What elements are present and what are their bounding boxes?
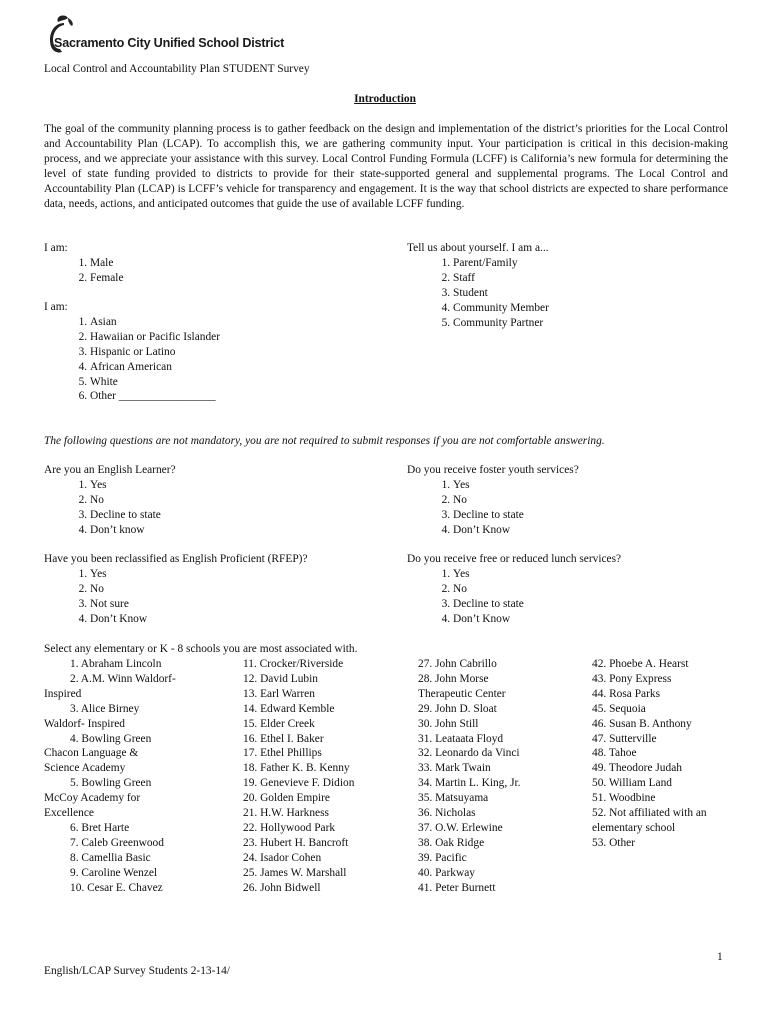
school-item[interactable]: 28. John Morse bbox=[418, 672, 489, 685]
school-item-continued: Science Academy bbox=[44, 762, 126, 775]
schools-column-4 bbox=[592, 657, 742, 851]
school-item-continued: McCoy Academy for bbox=[44, 792, 141, 805]
school-item[interactable]: 34. Martin L. King, Jr. bbox=[418, 777, 521, 790]
school-item[interactable]: 8. Camellia Basic bbox=[70, 851, 151, 864]
reclassified-question bbox=[44, 552, 394, 627]
reclassified-options bbox=[44, 567, 394, 627]
school-item[interactable]: 25. James W. Marshall bbox=[243, 866, 347, 879]
school-item[interactable]: 15. Elder Creek bbox=[243, 717, 315, 730]
school-item[interactable]: 47. Sutterville bbox=[592, 732, 657, 745]
reclassified-option[interactable]: 4. Don’t Know bbox=[90, 612, 394, 627]
school-item-continued: elementary school bbox=[592, 821, 676, 834]
gender-options bbox=[44, 256, 364, 286]
school-item[interactable]: 35. Matsuyama bbox=[418, 792, 489, 805]
school-item[interactable]: 49. Theodore Judah bbox=[592, 762, 682, 775]
english-learner-option[interactable]: 4. Don’t know bbox=[90, 523, 384, 538]
school-item[interactable]: 14. Edward Kemble bbox=[243, 702, 335, 715]
school-item[interactable]: 29. John D. Sloat bbox=[418, 702, 497, 715]
schools-column-3 bbox=[418, 657, 578, 896]
school-item[interactable]: 10. Cesar E. Chavez bbox=[70, 881, 163, 894]
schools-label: Select any elementary or K - 8 schools you are most associated with. bbox=[44, 643, 358, 655]
ethnicity-option[interactable]: 2. Hawaiian or Pacific Islander bbox=[90, 330, 364, 345]
school-item[interactable]: 32. Leonardo da Vinci bbox=[418, 747, 520, 760]
school-item-continued: Therapeutic Center bbox=[418, 687, 506, 700]
role-options bbox=[407, 256, 727, 331]
gender-label: I am: bbox=[44, 242, 68, 254]
role-question bbox=[407, 241, 727, 330]
lunch-option[interactable]: 4. Don’t Know bbox=[453, 612, 727, 627]
english-learner-label: Are you an English Learner? bbox=[44, 464, 176, 476]
school-item[interactable]: 37. O.W. Erlewine bbox=[418, 821, 503, 834]
english-learner-option[interactable]: 1. Yes bbox=[90, 478, 384, 493]
school-item[interactable]: 20. Golden Empire bbox=[243, 792, 330, 805]
gender-question bbox=[44, 241, 364, 286]
school-item[interactable]: 19. Genevieve F. Didion bbox=[243, 777, 355, 790]
english-learner-option[interactable]: 3. Decline to state bbox=[90, 508, 384, 523]
survey-title: Local Control and Accountability Plan STUDENT Survey bbox=[44, 63, 310, 75]
ethnicity-label: I am: bbox=[44, 301, 68, 313]
gender-option[interactable]: 2. Female bbox=[90, 271, 364, 286]
role-option[interactable]: 5. Community Partner bbox=[453, 316, 727, 331]
lunch-option[interactable]: 1. Yes bbox=[453, 567, 727, 582]
school-item[interactable]: 41. Peter Burnett bbox=[418, 881, 496, 894]
gender-option[interactable]: 1. Male bbox=[90, 256, 364, 271]
reclassified-label: Have you been reclassified as English Proficient (RFEP)? bbox=[44, 553, 308, 565]
school-item[interactable]: 46. Susan B. Anthony bbox=[592, 717, 692, 730]
role-option[interactable]: 4. Community Member bbox=[453, 301, 727, 316]
school-item[interactable]: 26. John Bidwell bbox=[243, 881, 321, 894]
school-item[interactable]: 9. Caroline Wenzel bbox=[70, 866, 158, 879]
school-item[interactable]: 43. Pony Express bbox=[592, 672, 672, 685]
school-item[interactable]: 33. Mark Twain bbox=[418, 762, 491, 775]
school-item[interactable]: 12. David Lubin bbox=[243, 672, 318, 685]
school-item-continued: Inspired bbox=[44, 687, 82, 700]
reclassified-option[interactable]: 3. Not sure bbox=[90, 597, 394, 612]
school-item[interactable]: 3. Alice Birney bbox=[70, 702, 140, 715]
school-item-continued: Excellence bbox=[44, 807, 94, 820]
foster-option[interactable]: 3. Decline to state bbox=[453, 508, 727, 523]
school-item[interactable]: 40. Parkway bbox=[418, 866, 475, 879]
school-item[interactable]: 27. John Cabrillo bbox=[418, 658, 497, 670]
lunch-options bbox=[407, 567, 727, 627]
role-label: Tell us about yourself. I am a... bbox=[407, 242, 549, 254]
foster-options bbox=[407, 478, 727, 538]
district-name: Sacramento City Unified School District bbox=[54, 36, 285, 50]
schools-column-2 bbox=[243, 657, 403, 896]
foster-question bbox=[407, 463, 727, 538]
page-number: 1 bbox=[717, 951, 723, 963]
ethnicity-option[interactable]: 1. Asian bbox=[90, 315, 364, 330]
ethnicity-option[interactable]: 5. White bbox=[90, 375, 364, 390]
school-item[interactable]: 17. Ethel Phillips bbox=[243, 747, 322, 760]
school-item[interactable]: 4. Bowling Green bbox=[70, 732, 152, 745]
optional-note: The following questions are not mandatory, you are not required to submit responses if you are not comfortable answering. bbox=[44, 435, 605, 447]
role-option[interactable]: 1. Parent/Family bbox=[453, 256, 727, 271]
role-option[interactable]: 2. Staff bbox=[453, 271, 727, 286]
school-item[interactable]: 30. John Still bbox=[418, 717, 479, 730]
role-option[interactable]: 3. Student bbox=[453, 286, 727, 301]
ethnicity-options bbox=[44, 315, 364, 404]
english-learner-question bbox=[44, 463, 384, 538]
foster-label: Do you receive foster youth services? bbox=[407, 464, 579, 476]
lunch-label: Do you receive free or reduced lunch services? bbox=[407, 553, 622, 565]
school-item[interactable]: 50. William Land bbox=[592, 777, 673, 790]
school-item[interactable]: 52. Not affiliated with an bbox=[592, 807, 707, 820]
lunch-question bbox=[407, 552, 727, 627]
foster-option[interactable]: 2. No bbox=[453, 493, 727, 508]
footer-text: English/LCAP Survey Students 2-13-14/ bbox=[44, 965, 230, 977]
school-item[interactable]: 53. Other bbox=[592, 836, 636, 849]
foster-option[interactable]: 4. Don’t Know bbox=[453, 523, 727, 538]
school-item[interactable]: 51. Woodbine bbox=[592, 792, 656, 805]
english-learner-option[interactable]: 2. No bbox=[90, 493, 384, 508]
school-item[interactable]: 36. Nicholas bbox=[418, 807, 476, 820]
lunch-option[interactable]: 3. Decline to state bbox=[453, 597, 727, 612]
ethnicity-question bbox=[44, 300, 364, 404]
district-logo bbox=[44, 14, 285, 60]
school-item[interactable]: 16. Ethel I. Baker bbox=[243, 732, 324, 745]
school-item[interactable]: 48. Tahoe bbox=[592, 747, 637, 760]
school-item[interactable]: 5. Bowling Green bbox=[70, 777, 152, 790]
school-item[interactable]: 42. Phoebe A. Hearst bbox=[592, 658, 689, 670]
english-learner-options bbox=[44, 478, 384, 538]
schools-column-1 bbox=[44, 657, 230, 896]
school-item[interactable]: 2. A.M. Winn Waldorf- bbox=[70, 672, 176, 685]
introduction-heading: Introduction bbox=[354, 93, 416, 105]
school-item[interactable]: 21. H.W. Harkness bbox=[243, 807, 329, 820]
lunch-option[interactable]: 2. No bbox=[453, 582, 727, 597]
school-item-continued: Chacon Language & bbox=[44, 747, 139, 760]
school-item[interactable]: 38. Oak Ridge bbox=[418, 836, 485, 849]
ethnicity-option[interactable]: 4. African American bbox=[90, 360, 364, 375]
ethnicity-option[interactable]: 6. Other _________________ bbox=[90, 389, 364, 404]
school-item[interactable]: 6. Bret Harte bbox=[70, 821, 130, 834]
school-item[interactable]: 39. Pacific bbox=[418, 851, 467, 864]
school-item[interactable]: 31. Leataata Floyd bbox=[418, 732, 504, 745]
school-item[interactable]: 18. Father K. B. Kenny bbox=[243, 762, 350, 775]
reclassified-option[interactable]: 1. Yes bbox=[90, 567, 394, 582]
school-item[interactable]: 7. Caleb Greenwood bbox=[70, 836, 164, 849]
foster-option[interactable]: 1. Yes bbox=[453, 478, 727, 493]
reclassified-option[interactable]: 2. No bbox=[90, 582, 394, 597]
school-item[interactable]: 13. Earl Warren bbox=[243, 687, 315, 700]
school-item[interactable]: 1. Abraham Lincoln bbox=[70, 658, 162, 670]
school-item[interactable]: 24. Isador Cohen bbox=[243, 851, 322, 864]
school-item[interactable]: 44. Rosa Parks bbox=[592, 687, 661, 700]
introduction-text: The goal of the community planning process is to gather feedback on the design and implementation of the district’s priorities for the Local Control and Accountability Plan (LCAP). To accomplish this, we are gathering community input. Your participation is critical in this decision-making process, and we appreciate your assistance with this survey. Local Control Funding Formula (LCFF) is California’s new formula for determining the level of state funding provided to districts to provide for their state-supported general and supplemental programs. The Local Control and Accountability Plan (LCAP) is LCFF’s vehicle for transparency and engagement. It is the way that school districts are expected to share performance data, needs, actions, and anticipated outcomes that guide the use of available LCFF funding. bbox=[44, 123, 728, 210]
school-item[interactable]: 45. Sequoia bbox=[592, 702, 646, 715]
school-item[interactable]: 11. Crocker/Riverside bbox=[243, 658, 344, 670]
school-item-continued: Waldorf- Inspired bbox=[44, 717, 126, 730]
school-item[interactable]: 22. Hollywood Park bbox=[243, 821, 336, 834]
ethnicity-option[interactable]: 3. Hispanic or Latino bbox=[90, 345, 364, 360]
school-item[interactable]: 23. Hubert H. Bancroft bbox=[243, 836, 349, 849]
